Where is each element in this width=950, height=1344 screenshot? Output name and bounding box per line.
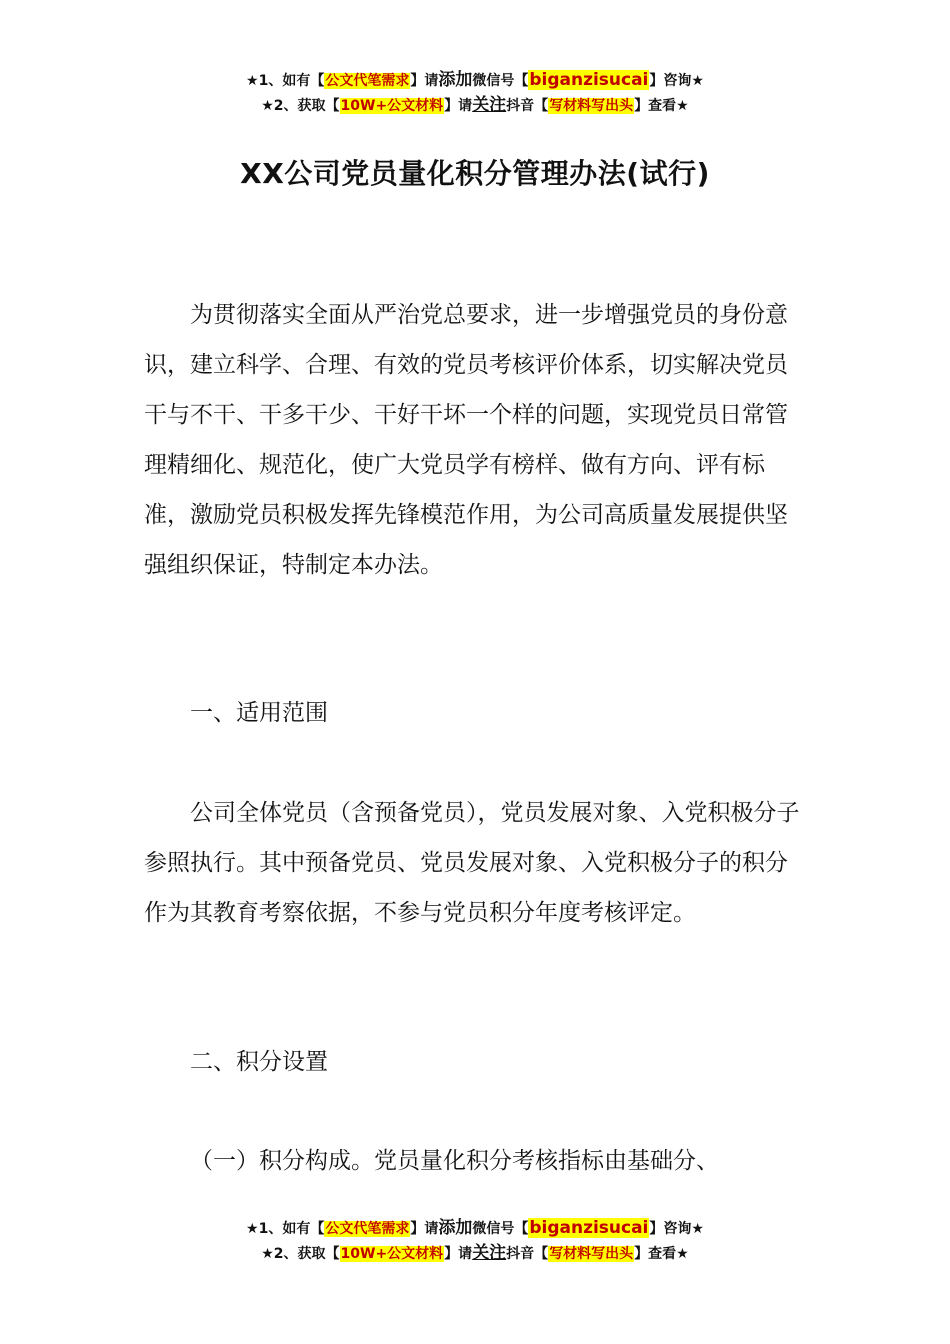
composition-paragraph [144, 1136, 808, 1186]
banner-line-1 [0, 1216, 950, 1241]
banner-text: ★1、如有【 [246, 73, 325, 89]
banner-text: 微信号【 [472, 73, 529, 89]
heading-text: 二、积分设置 [190, 1049, 328, 1075]
banner-text: 】查看★ [634, 1246, 689, 1262]
banner-text: 】查看★ [634, 98, 689, 114]
intro-paragraph [144, 290, 808, 590]
bottom-banner [0, 1216, 950, 1266]
banner-emphasis: 关注 [472, 1243, 507, 1263]
paragraph-text: 为贯彻落实全面从严治党总要求，进一步增强党员的身份意识，建立科学、合理、有效的党员考核评价体系，切实解决党员干与不干、干多干少、干好干坏一个样的问题，实现党员日常管理精细化、规范化，使广大党员学有榜样、做有方向、评有标准，激励党员积极发挥先锋模范作用，为公司高质量发展提供坚强组织保证，特制定本办法。 [144, 302, 788, 578]
top-banner [0, 68, 950, 118]
banner-highlight: biganzisucai [529, 70, 649, 90]
banner-highlight: 公文代笔需求 [325, 1221, 410, 1237]
banner-text: ★2、获取【 [261, 98, 340, 114]
banner-highlight: 写材料写出头 [549, 1246, 634, 1262]
paragraph-text: 公司全体党员（含预备党员），党员发展对象、入党积极分子参照执行。其中预备党员、党员发展对象、入党积极分子的积分作为其教育考察依据，不参与党员积分年度考核评定。 [144, 800, 800, 926]
banner-text: 】请 [444, 98, 473, 114]
paragraph-text: （一）积分构成。党员量化积分考核指标由基础分、 [190, 1148, 719, 1174]
banner-emphasis: 添加 [438, 70, 473, 90]
banner-text: 】请 [410, 73, 439, 89]
banner-line-2 [0, 93, 950, 118]
banner-highlight: 10W+公文材料 [340, 98, 444, 114]
banner-text: ★1、如有【 [246, 1221, 325, 1237]
section-heading-2 [144, 1037, 808, 1087]
banner-text: ★2、获取【 [261, 1246, 340, 1262]
banner-emphasis: 添加 [438, 1218, 473, 1238]
banner-text: 抖音【 [506, 1246, 549, 1262]
banner-text: 】请 [444, 1246, 473, 1262]
banner-text: 】咨询★ [649, 1221, 704, 1237]
banner-highlight: 10W+公文材料 [340, 1246, 444, 1262]
banner-highlight: biganzisucai [529, 1218, 649, 1238]
banner-emphasis: 关注 [472, 95, 507, 115]
banner-highlight: 写材料写出头 [549, 98, 634, 114]
banner-line-2 [0, 1241, 950, 1266]
banner-highlight: 公文代笔需求 [325, 73, 410, 89]
banner-text: 】请 [410, 1221, 439, 1237]
banner-line-1 [0, 68, 950, 93]
document-title: XX公司党员量化积分管理办法(试行) [240, 157, 710, 190]
heading-text: 一、适用范围 [190, 700, 328, 726]
banner-text: 微信号【 [472, 1221, 529, 1237]
section-heading-1 [144, 688, 808, 738]
scope-paragraph [144, 788, 808, 938]
banner-text: 】咨询★ [649, 73, 704, 89]
banner-text: 抖音【 [506, 98, 549, 114]
